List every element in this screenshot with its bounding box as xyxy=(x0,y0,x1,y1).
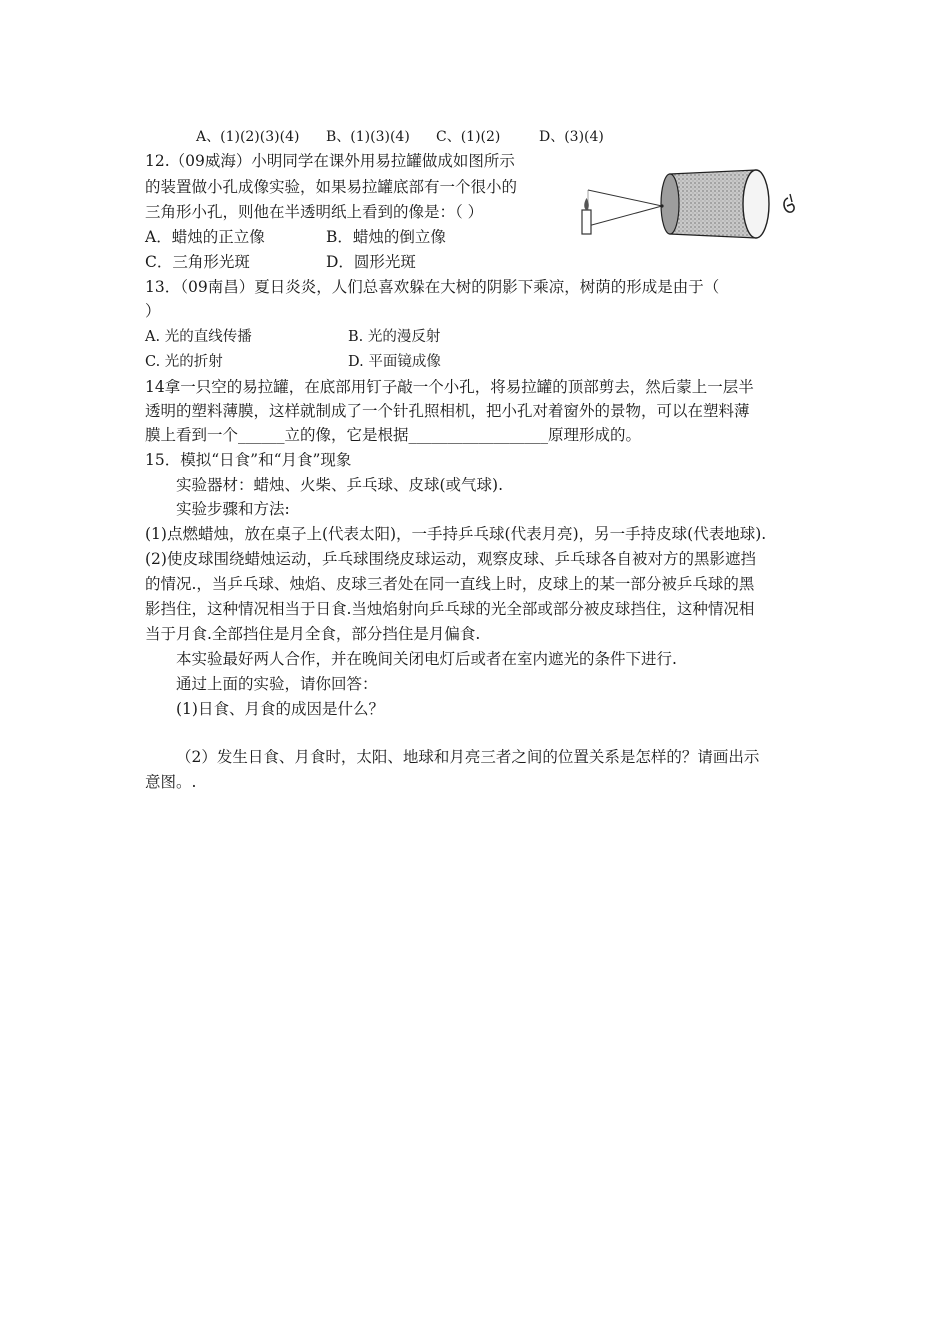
q12-option-a: A．蜡烛的正立像 xyxy=(145,228,265,246)
q13-option-a: A. 光的直线传播 xyxy=(145,329,252,345)
q15-method-title: 实验步骤和方法: xyxy=(176,500,290,518)
q12-line-2: 的装置做小孔成像实验，如果易拉罐底部有一个很小的 xyxy=(145,178,518,196)
q12-line-1: 12.（09威海）小明同学在课外用易拉罐做成如图所示 xyxy=(145,152,515,170)
q11-option-d: D、(3)(4) xyxy=(539,129,604,145)
q15-step-2-cont-2: 影挡住，这种情况相当于日食.当烛焰射向乒乓球的光全部或部分被皮球挡住，这种情况相 xyxy=(145,600,755,618)
q13-line-1: 13．（09南昌）夏日炎炎，人们总喜欢躲在大树的阴影下乘凉，树荫的形成是由于（ xyxy=(145,278,720,296)
q14-line-3: 膜上看到一个______立的像，它是根据__________________原理形成的。 xyxy=(145,426,642,444)
q15-step-1: (1)点燃蜡烛，放在桌子上(代表太阳)，一手持乒乓球(代表月亮)，另一手持皮球(代表地球). xyxy=(145,525,767,543)
q15-materials: 实验器材：蜡烛、火柴、乒乓球、皮球(或气球). xyxy=(176,476,504,494)
inverted-image xyxy=(784,194,794,212)
q12-option-c: C．三角形光斑 xyxy=(145,253,250,271)
q12-option-b: B．蜡烛的倒立像 xyxy=(326,228,446,246)
q15-step-2-cont-3: 当于月食.全部挡住是月全食，部分挡住是月偏食. xyxy=(145,625,481,643)
q15-sub-question-1: (1)日食、月食的成因是什么？ xyxy=(176,700,384,718)
pinhole-camera-figure xyxy=(578,162,804,240)
q15-sub-question-2-cont: 意图。. xyxy=(145,773,197,791)
can-icon xyxy=(660,170,769,238)
q11-option-c: C、(1)(2) xyxy=(436,129,501,145)
q15-sub-question-2: （2）发生日食、月食时，太阳、地球和月亮三者之间的位置关系是怎样的？请画出示 xyxy=(176,748,760,766)
q15-step-2: (2)使皮球围绕蜡烛运动，乒乓球围绕皮球运动，观察皮球、乒乓球各自被对方的黑影遮挡 xyxy=(145,550,756,568)
candle-icon xyxy=(582,198,591,234)
q14-line-2: 透明的塑料薄膜，这样就制成了一个针孔照相机，把小孔对着窗外的景物，可以在塑料薄 xyxy=(145,402,750,420)
q11-options xyxy=(196,127,616,147)
q15-note: 本实验最好两人合作，并在晚间关闭电灯后或者在室内遮光的条件下进行. xyxy=(176,650,677,668)
q11-option-a: A、(1)(2)(3)(4) xyxy=(196,129,300,145)
q15-prompt: 通过上面的实验，请你回答： xyxy=(176,675,378,693)
q12-option-d: D．圆形光斑 xyxy=(326,253,416,271)
q13-line-2: ） xyxy=(145,302,161,320)
light-cone xyxy=(588,190,662,226)
q13-option-b: B. 光的漫反射 xyxy=(348,329,441,345)
pinhole-diagram xyxy=(578,162,804,240)
q15-step-2-cont-1: 的情况.，当乒乓球、烛焰、皮球三者处在同一直线上时，皮球上的某一部分被乒乓球的黑 xyxy=(145,575,755,593)
q15-title: 15．模拟“日食”和“月食”现象 xyxy=(145,451,352,469)
q13-option-d: D. 平面镜成像 xyxy=(348,354,441,370)
q11-option-b: B、(1)(3)(4) xyxy=(326,129,410,145)
q13-option-c: C. 光的折射 xyxy=(145,354,223,370)
q12-line-3: 三角形小孔，则他在半透明纸上看到的像是：（ ） xyxy=(145,203,484,221)
q14-line-1: 14拿一只空的易拉罐，在底部用钉子敲一个小孔，将易拉罐的顶部剪去，然后蒙上一层半 xyxy=(145,378,754,396)
